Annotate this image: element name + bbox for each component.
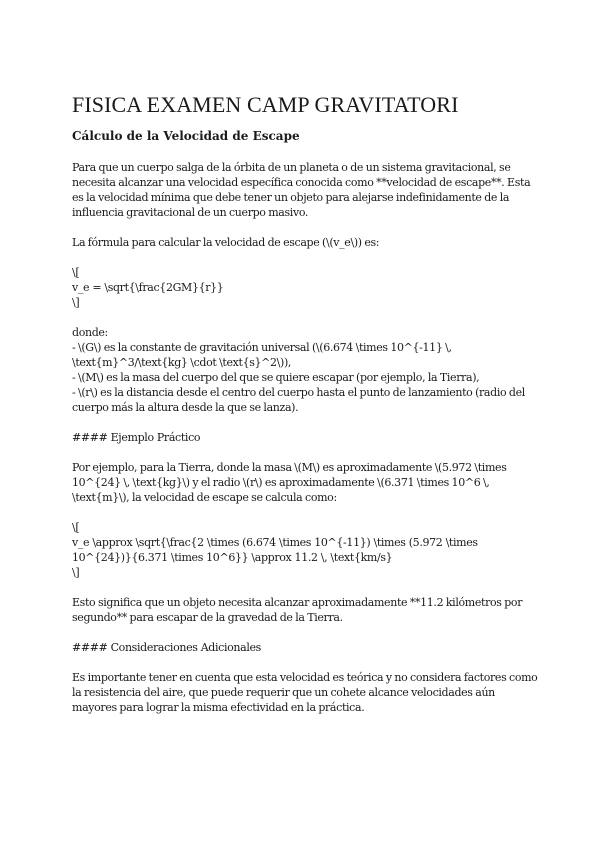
formula-line: v_e \approx \sqrt{\frac{2 \times (6.674 \times 10^{-11}) \times (5.972 \times <box>72 536 478 549</box>
consideraciones-paragraph: Es importante tener en cuenta que esta velocidad es teórica y no considera factores como la resistencia del aire, que puede requerir que un cohete alcance velocidades aún mayores para lograr la misma efectividad en la práctica. <box>72 671 538 714</box>
formula-line: \] <box>72 296 80 309</box>
list-item: - \(r\) es la distancia desde el centro del cuerpo hasta el punto de lanzamiento (radio del cuerpo más la altura desde la que se lanza). <box>72 386 525 414</box>
formula-block <box>72 265 542 310</box>
formula-intro: La fórmula para calcular la velocidad de escape (\(v_e\)) es: <box>72 236 380 249</box>
heading-consideraciones: #### Consideraciones Adicionales <box>72 641 261 654</box>
formula-line: \] <box>72 566 80 579</box>
donde-label: donde: <box>72 326 108 339</box>
intro-paragraph: Para que un cuerpo salga de la órbita de un planeta o de un sistema gravitacional, se necesita alcanzar una velocidad específica conocida como **velocidad de escape**. Esta es la velocidad mínima que debe tener un objeto para alejarse indefinidamente de la influencia gravitacional de un cuerpo masivo. <box>72 161 531 219</box>
conclusion-paragraph: Esto significa que un objeto necesita alcanzar aproximadamente **11.2 kilómetros por segundo** para escapar de la gravedad de la Tierra. <box>72 596 523 624</box>
list-item: - \(M\) es la masa del cuerpo del que se quiere escapar (por ejemplo, la Tierra), <box>72 371 480 384</box>
formula-line: 10^{24})}{6.371 \times 10^6}} \approx 11.2 \, \text{km/s} <box>72 551 393 564</box>
document-page <box>72 92 542 730</box>
heading-ejemplo: #### Ejemplo Práctico <box>72 431 201 444</box>
donde-list <box>72 340 542 415</box>
formula-line: v_e = \sqrt{\frac{2GM}{r}} <box>72 281 224 294</box>
formula-line: \[ <box>72 266 80 279</box>
list-item: - \(G\) es la constante de gravitación universal (\(6.674 \times 10^{-11} \, \text{m}^3/\text{kg} \cdot \text{s}^2\)), <box>72 341 452 369</box>
document-subtitle: Cálculo de la Velocidad de Escape <box>72 129 300 143</box>
ejemplo-formula-block <box>72 520 542 580</box>
document-title: FISICA EXAMEN CAMP GRAVITATORI <box>72 92 459 117</box>
formula-line: \[ <box>72 521 80 534</box>
ejemplo-paragraph: Por ejemplo, para la Tierra, donde la masa \(M\) es aproximadamente \(5.972 \times 10^{24} \, \text{kg}\) y el radio \(r\) es aproximadamente \(6.371 \times 10^6 \, \text{m}\), la velocidad de escape se calcula como: <box>72 461 507 504</box>
